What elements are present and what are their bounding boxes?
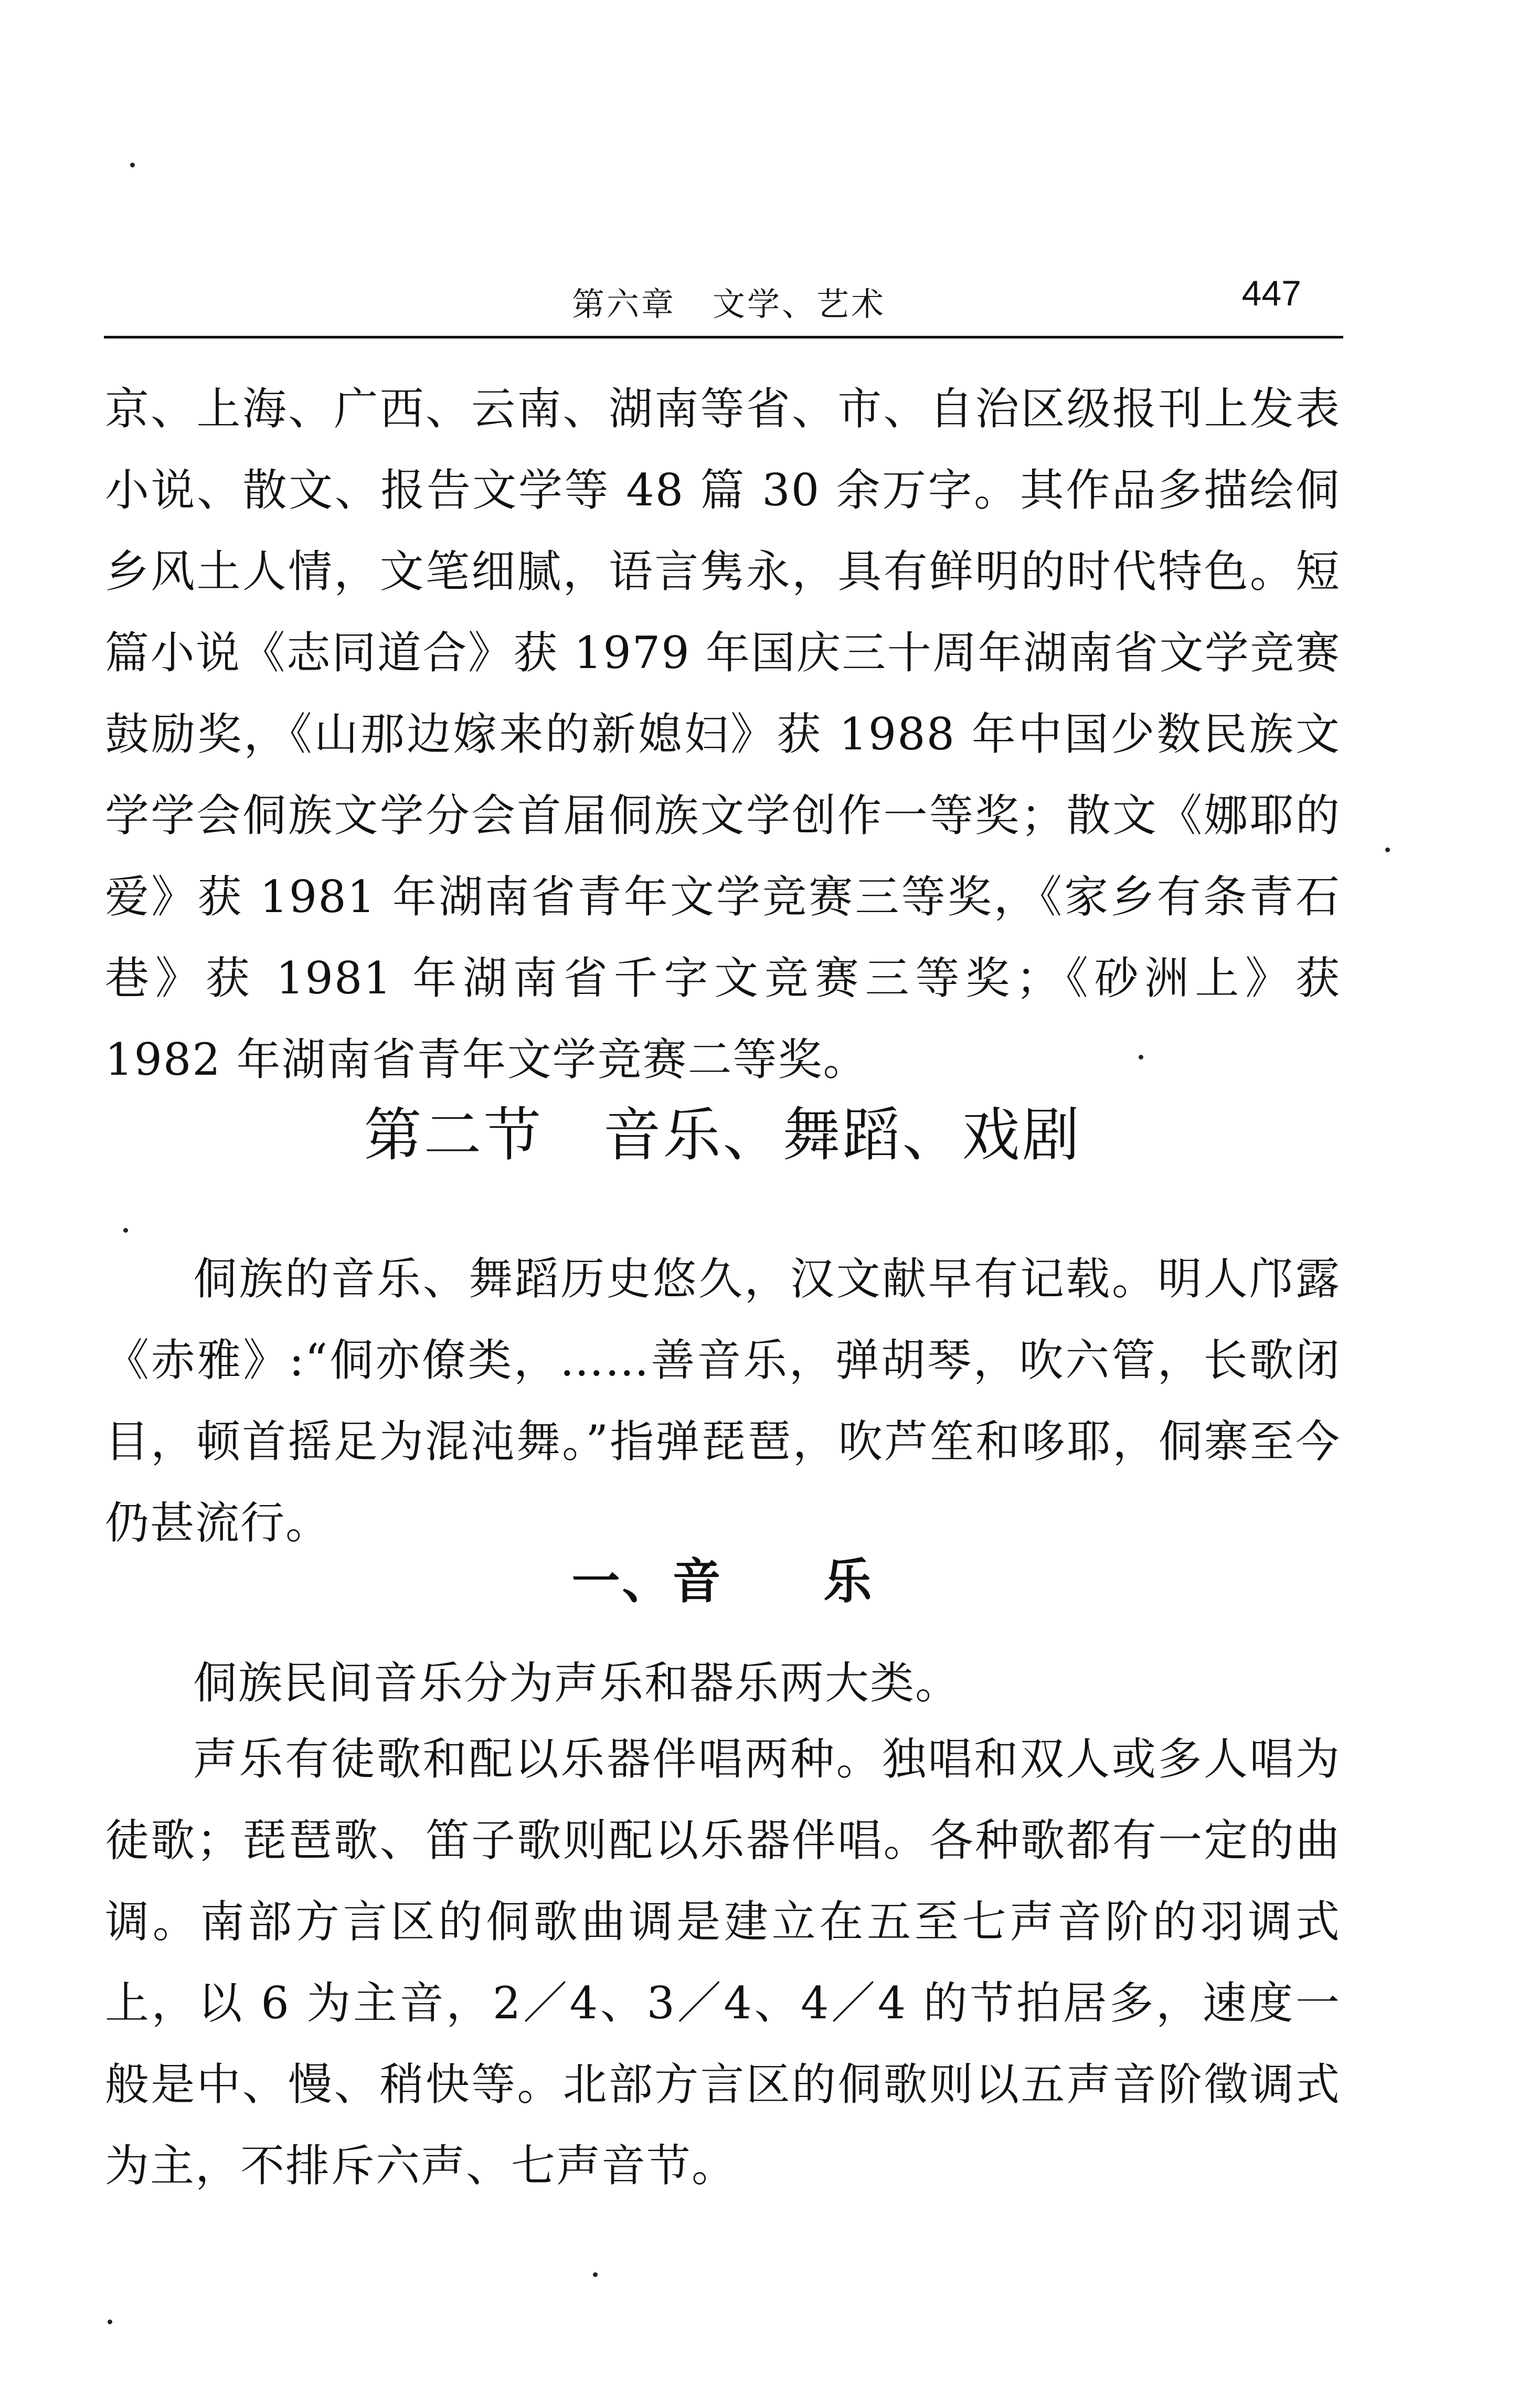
subsection-title: 一、音 乐 bbox=[571, 1553, 874, 1609]
scan-speck bbox=[123, 1228, 128, 1233]
scan-speck bbox=[108, 2320, 112, 2324]
header-rule bbox=[104, 336, 1343, 338]
page-number: 447 bbox=[1241, 273, 1301, 313]
scan-speck bbox=[1385, 848, 1390, 852]
paragraph-vocal-music: 声乐有徒歌和配以乐器伴唱两种。独唱和双人或多人唱为徒歌；琵琶歌、笛子歌则配以乐器伴唱。各种歌都有一定的曲调。南部方言区的侗歌曲调是建立在五至七声音阶的羽调式上，以 6 为主音，2／4、3／4、4／4 的节拍居多，速度一般是中、慢、稍快等。北部方言区的侗歌则以五声音阶徵调式为主，不排斥六声、七声音节。 bbox=[105, 1733, 1341, 2191]
chapter-title: 文学、艺术 bbox=[713, 285, 886, 323]
chapter-heading bbox=[572, 278, 886, 325]
paragraph-continued: 京、上海、广西、云南、湖南等省、市、自治区级报刊上发表小说、散文、报告文学等 48 篇 30 余万字。其作品多描绘侗乡风土人情，文笔细腻，语言隽永，具有鲜明的时代特色。短篇小说《志同道合》获 1979 年国庆三十周年湖南省文学竞赛鼓励奖，《山那边嫁来的新媳妇》获 1988 年中国少数民族文学学会侗族文学分会首届侗族文学创作一等奖；散文《娜耶的爱》获 1981 年湖南省青年文学竞赛三等奖，《家乡有条青石巷》获 1981 年湖南省千字文竞赛三等奖；《砂洲上》获 1982 年湖南省青年文学竞赛二等奖。 bbox=[105, 383, 1341, 1085]
scan-speck bbox=[1139, 1055, 1143, 1060]
paragraph-intro: 侗族的音乐、舞蹈历史悠久，汉文献早有记载。明人邝露《赤雅》:“侗亦僚类，……善音乐，弹胡琴，吹六管，长歌闭目，顿首摇足为混沌舞。”指弹琵琶，吹芦笙和哆耶，侗寨至今仍甚流行。 bbox=[105, 1253, 1341, 1549]
paragraph-music-categories: 侗族民间音乐分为声乐和器乐两大类。 bbox=[193, 1657, 961, 1709]
running-head bbox=[105, 269, 1343, 326]
section-title: 第二节 音乐、舞蹈、戏剧 bbox=[364, 1102, 1082, 1169]
scan-speck bbox=[130, 163, 135, 167]
chapter-number: 第六章 bbox=[572, 285, 676, 323]
scan-speck bbox=[593, 2272, 598, 2277]
